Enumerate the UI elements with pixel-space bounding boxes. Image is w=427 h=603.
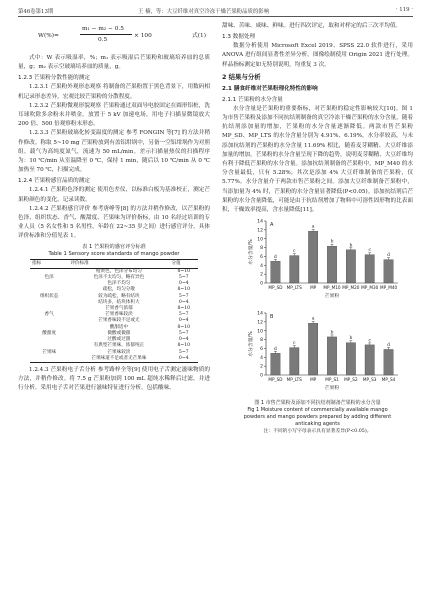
table-cell: 0~4 <box>178 299 189 305</box>
table-cell: 酸甜度 <box>42 330 57 336</box>
significance-letter: c <box>368 248 371 254</box>
paragraph-1-2-4-3: 1.2.4.3 芒果粉电子舌分析 参考路梓全等[9] 使用电子舌测定滋味物质的方法，并稍作修改。将 7.5 g 芒果粉加到 100 mL 超纯水稀释后过滤，并进行分析。采用电子舌对芒果进行滋味特征进行分析，包括酸味、 <box>18 366 210 392</box>
y-tick-label: 2 <box>260 365 263 371</box>
y-tick-label: 4 <box>260 264 263 270</box>
x-tick-label: MP_S2 <box>344 377 358 383</box>
x-tick-label: MP_S1 <box>325 377 339 383</box>
y-tick-label: 10 <box>257 329 263 335</box>
y-tick-label: 0 <box>260 281 263 287</box>
x-tick-label: MP_M20 <box>342 285 360 291</box>
figure-caption-cn: 图 1 市售芒果粉及添加不同抗结剂制备芒果粉的水分含量 <box>254 399 381 406</box>
significance-letter: d <box>387 343 390 349</box>
paragraph-1-3: 数据分析使用 Microsoft Excel 2019、SPSS 22.0 软件进行，采用 ANOVA 进行组间显著性差异分析。图像绘制使用 Origin 2021 进行处理。样品指标测定如无特别说明，均重复 3 次。 <box>222 43 413 68</box>
table-cell: 芒果味 <box>42 349 57 355</box>
formula-numerator: m₁ − m₂ − 0.5 <box>82 26 124 32</box>
bar <box>346 250 355 283</box>
table-cell: 0~4 <box>178 281 189 287</box>
x-tick-label: MP_M30 <box>361 285 379 291</box>
table-cell: 芒果味较淡 <box>107 349 131 355</box>
section-heading-1-3: 1.3 数据处理 <box>222 34 256 41</box>
y-tick-label: 0 <box>260 374 263 380</box>
significance-letter: b <box>330 330 334 336</box>
table-cell: 过酸或过甜 <box>107 337 131 343</box>
formula-lhs: W(%)= <box>38 33 59 39</box>
table-cell: 色泽 <box>44 275 54 281</box>
y-tick-label: 8 <box>260 246 263 252</box>
significance-letter: d <box>387 253 390 259</box>
chart-panel-b <box>222 307 413 395</box>
right-column <box>222 22 413 435</box>
x-tick-label: MP_S4 <box>381 377 396 383</box>
subheading-1-2-3-1: 1.2.3.1 芒果粉外观形态观察 <box>29 84 102 91</box>
fraction-bar <box>80 34 132 35</box>
significance-letter: b <box>330 239 334 245</box>
figure-1 <box>222 215 413 399</box>
body-1-2-3-1: 将制备的芒果粉置于黑色背景下，用数码相机记录形态差异，宏观比较芒果粉的分散程度。 <box>18 84 210 100</box>
x-tick-label: MP_LTS <box>286 285 302 291</box>
table-cell: 8~10 <box>177 324 191 330</box>
header-authors-title: 王 楠，等：大豆纤维对真空冷冻干燥芒果粉品质的影响 <box>138 9 270 15</box>
body-1-2-3-2: 芒果粉通过双面导电胶固定在圆形铝桩，洗耳球吹除多余粉末并喷金。放置于 5 kV 加速电场，用电子扫描显微镜放大 200 倍、500 倍观察粉末形态。 <box>18 102 210 128</box>
table-cell: 5~7 <box>178 293 189 299</box>
table-cell: 微酸或微甜 <box>107 330 131 336</box>
significance-letter: d <box>274 255 277 261</box>
panel-label: B <box>270 314 274 321</box>
chart-panel-a <box>222 215 413 303</box>
section-heading-2: 2 结果与分析 <box>222 72 261 81</box>
table-cell: 有典型芒果味，浓郁纯正 <box>93 343 145 349</box>
page-number: · 119 · <box>395 7 413 13</box>
significance-letter: c <box>293 341 296 347</box>
figure-caption-en-2: powders and mango powders prepared by adding different <box>243 413 392 420</box>
table-header-row <box>30 259 198 268</box>
table-cell: 芒果味道不足或者无芒果味 <box>68 356 169 363</box>
table-cell: 5~7 <box>178 349 189 355</box>
section-heading-1-2-4: 1.2.4 芒果粉感官品质的测定 <box>18 178 90 185</box>
table-title-cn: 表 1 芒果粉的感官评分标准 <box>82 243 146 250</box>
bar <box>271 354 280 376</box>
equation-number: 式(1) <box>191 33 206 39</box>
journal-volume: 第46卷第13期 <box>18 9 54 15</box>
significance-letter: b <box>349 243 353 249</box>
y-tick-label: 6 <box>260 255 263 261</box>
paragraph-1-2-3-3 <box>18 129 210 175</box>
subheading-1-2-3-3: 1.2.3.3 芒果粉玻璃化转变温度的测定 <box>29 130 125 137</box>
section-heading-1-2-3: 1.2.3 芒果粉分散性能的测定 <box>18 75 90 82</box>
significance-letter: a <box>311 317 315 323</box>
y-tick-label: 10 <box>257 237 263 243</box>
table-title-en: Table 1 Sensory score standards of mango powder <box>48 250 180 257</box>
table-cell: 较为疏松，略有结块 <box>98 293 140 299</box>
x-tick-label: MP_LTS <box>286 377 302 383</box>
paragraph-1-2-3-1 <box>18 83 210 101</box>
significance-letter: a <box>311 224 315 230</box>
table-cell: 组织状态 <box>39 293 59 299</box>
formula-tail: × 100 <box>134 33 152 39</box>
table-cell: 5~7 <box>178 312 189 318</box>
table-cell: 橙黄色，色泽分布均匀 <box>95 268 142 274</box>
x-tick-label: MP_SD <box>268 377 283 383</box>
y-tick-label: 12 <box>257 320 263 326</box>
left-column <box>18 22 210 394</box>
sensory-table <box>30 259 198 363</box>
significance-letter: d <box>274 347 277 353</box>
y-tick-label: 2 <box>260 272 263 278</box>
paragraph-1-2-4-2: 1.2.4.2 芒果粉感官评价 参考唐峥等[8] 的方法并稍作修改，以芒果粉的色泽、组织状态、香气、酸甜度、芒果味为评价指标，由 10 名经过培训的专业人员（5 名女性和 5 名男性，年龄在 22~35 岁之间）进行感官评分，具体评价标准和分值见表 1。 <box>18 205 210 240</box>
x-tick-label: MP_S3 <box>362 377 377 383</box>
significance-letter: b <box>349 336 353 342</box>
moisture-formula <box>18 22 210 54</box>
x-tick-label: MP <box>310 377 317 383</box>
figure-caption-en-3: anticaking agents <box>295 420 340 427</box>
bar <box>384 350 393 376</box>
table-header-cell: 指标 <box>30 259 68 268</box>
table-cell: 8~10 <box>177 306 191 312</box>
y-tick-label: 4 <box>260 356 263 362</box>
bar <box>365 255 374 283</box>
bar <box>271 262 280 284</box>
running-header <box>18 7 413 16</box>
table-cell: 香气 <box>44 312 54 318</box>
significance-letter: c <box>368 338 371 344</box>
y-tick-label: 6 <box>260 347 263 353</box>
paragraph-1-2-3-2 <box>18 102 210 130</box>
table-cell: 5~7 <box>178 275 189 281</box>
body-1-2-3-3: 参考 FONGIN 等[7] 的方法并稍作修改。称取 5~10 mg 芒果粉放到有盖铝坩埚中，另备一空铝坩埚作为对照组。载气为高纯度氮气，流速为 50 mL/min。差示扫描量热仪的扫描程序为：10 ℃/min 从室温降至 0 ℃，保持 1 min，随后以 10 ℃/min 从 0 ℃ 加热至 70 ℃，扫描完成。 <box>18 130 210 174</box>
figure-caption-en-1: Fig 1 Moisture content of commercially available mango <box>247 406 388 413</box>
bar <box>384 260 393 283</box>
subheading-1-2-3-2: 1.2.3.2 芒果粉微观形貌观察 <box>29 102 102 109</box>
table-cell: 芒果香味较不足或无 <box>98 318 140 324</box>
table-cell: 结块多，结块体积大 <box>98 299 140 305</box>
y-axis-label: 水分含量/% <box>249 331 254 358</box>
table-cell: 0~4 <box>170 356 198 363</box>
table-row <box>30 356 198 363</box>
y-tick-label: 8 <box>260 338 263 344</box>
table-body <box>30 268 198 362</box>
table-header-cell: 评价标准 <box>68 259 169 268</box>
x-tick-label: MP_M40 <box>379 285 398 291</box>
table-cell: 0~4 <box>178 318 189 324</box>
bar <box>290 348 299 375</box>
table-cell: 8~10 <box>177 287 191 293</box>
formula-denominator: 0.5 <box>98 37 108 43</box>
y-tick-label: 14 <box>257 312 263 318</box>
bar <box>346 343 355 375</box>
table-cell: 5~7 <box>178 330 189 336</box>
table-cell <box>30 356 68 363</box>
paragraph-2-1-1: 水分含量是芒果粉的重要指标，对芒果粉的稳定性影响较大[10]。图 1 为市售芒果粉及添加不同抗结剂制备的真空冷冻干燥芒果粉的水分含量，随着抗结剂添加量的增加，芒果粉的水分含量逐渐降低。两款市售芒果粉 MP_SD、MP_LTS 的水分含量分别为 4.91%、6.19%，水分率较高，与未添加抗结剂的芒果粉的水分含量 11.69% 相比，随着麦芽糊精、大豆纤维添加量的增加，芒果粉的水分含量呈现下降的趋势，说明麦芽糊精、大豆纤维均有利于降低芒果粉的水分含量。添加抗结剂制备的芒果粉中，MP_M40 的水分含量最低，只有 5.28%；其次是添加 4% 大豆纤维制备的芒果粉，仅 5.77%。水分含量介于两款市售芒果粉之间。添加大豆纤维制备芒果粉中，当添加量为 4% 时，芒果粉的水分含量显著降低(P<0.05)。添加抗结剂后芒果粉的水分含量降低，可能是由于抗结剂增加了物料中可溶性固形物的比表面积，干燥效率提高，含水量降低[11]。 <box>222 105 413 214</box>
section-heading-2-1-1: 2.1.1 芒果粉的水分含量 <box>222 96 283 103</box>
y-tick-label: 14 <box>257 219 263 225</box>
table-cell: 0~4 <box>178 337 189 343</box>
panel-label: A <box>270 222 274 229</box>
table-cell: 酸甜适中 <box>109 324 129 330</box>
bar <box>308 324 317 376</box>
formula-note: 式中：W 表示吸湿率，%；m₁ 表示吸湿后芒果粉和玻璃培养皿的总质量，g；m₂ 表示空玻璃培养皿的质量，g。 <box>18 55 210 71</box>
x-axis-label: 芒果粉 <box>324 294 340 300</box>
table-cell: 芒果香气浓郁 <box>105 306 133 312</box>
table-cell: 8~10 <box>177 268 191 274</box>
table-cell: 色泽不太均匀，略有异色 <box>93 275 145 281</box>
bar <box>327 337 336 375</box>
bar <box>365 345 374 375</box>
x-tick-label: MP_M10 <box>323 285 341 291</box>
paragraph-continued: 甜味、苦味、咸味、鲜味。进行四次评定，取和对样定的后三次平均值。 <box>222 23 402 29</box>
x-tick-label: MP <box>310 285 317 291</box>
figure-note: 注：不同的小写字母表示具有显著差异(P<0.05)。 <box>263 428 372 434</box>
y-axis-label: 水分含量/% <box>249 239 254 265</box>
table-cell: 疏松，均匀分散 <box>102 287 135 293</box>
table-header-cell: 分值 <box>170 259 198 268</box>
bar <box>290 256 299 283</box>
table-cell: 芒果香味较淡 <box>105 312 133 318</box>
table-cell: 8~10 <box>177 343 191 349</box>
table-cell: 色泽不均匀 <box>107 281 131 287</box>
x-tick-label: MP_SD <box>268 285 283 291</box>
header-rule <box>18 16 413 17</box>
bar <box>327 246 336 283</box>
paragraph-1-2-4-1: 1.2.4.1 芒果粉色泽的测定 使用色差仪，以标准白板为基准校正，测定芒果粉颜色的变化，记录读数。 <box>18 187 210 203</box>
section-heading-2-1: 2.1 膳食纤维对芒果粉理化特性的影响 <box>222 85 318 92</box>
y-tick-label: 12 <box>257 228 263 234</box>
significance-letter: c <box>293 249 296 255</box>
bar <box>308 231 317 283</box>
x-axis-label: 芒果粉 <box>324 386 340 392</box>
